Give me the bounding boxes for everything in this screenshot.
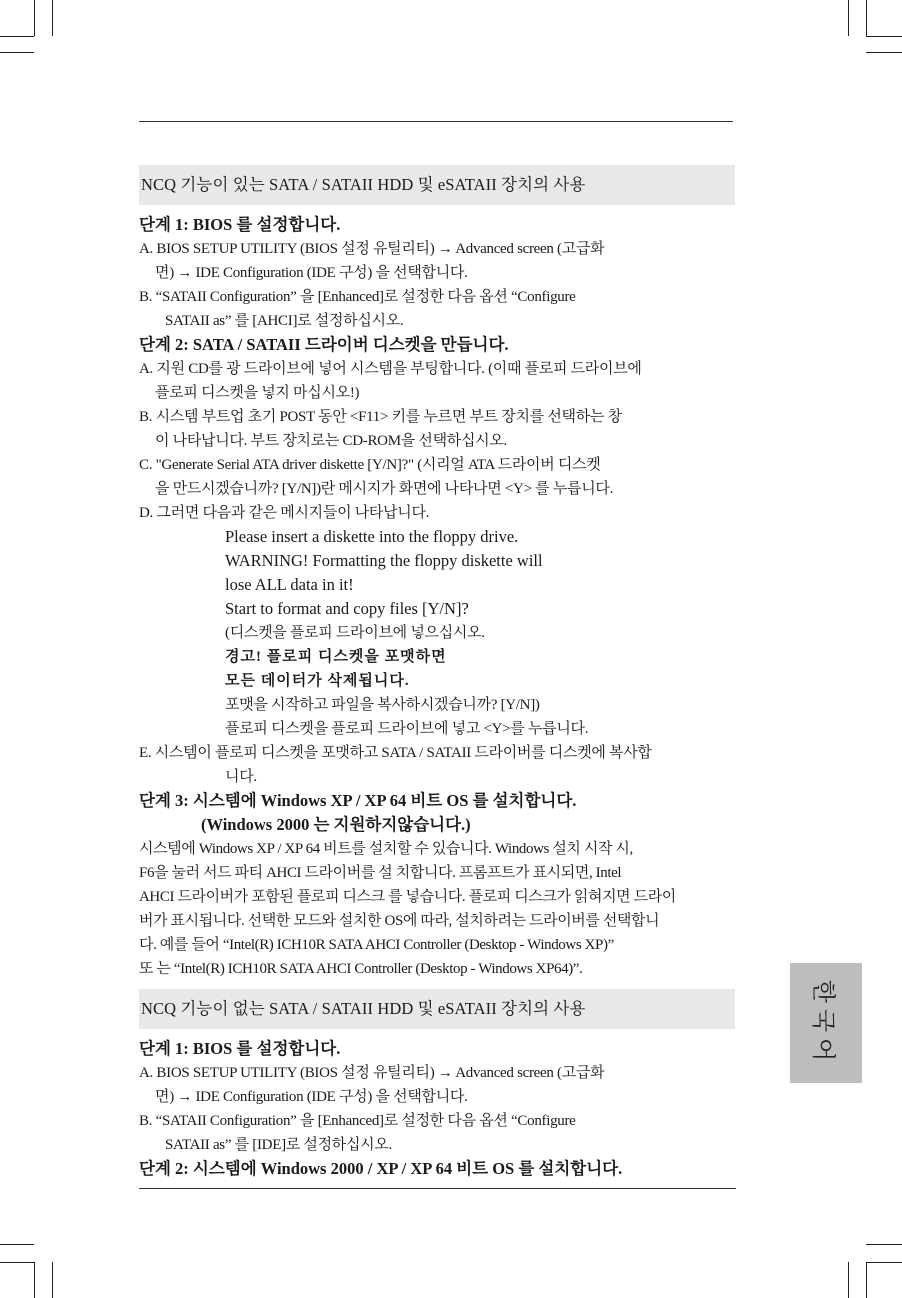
message-line: 플로피 디스켓을 플로피 드라이브에 넣고 <Y>를 누릅니다. [225,721,589,737]
text-line: 또 는 “Intel(R) ICH10R SATA AHCI Controller (Desktop - Windows XP64)”. [139,961,583,977]
step-heading: 단계 1: BIOS 를 설정합니다. [139,215,341,234]
text-line: A. 지원 CD를 광 드라이브에 넣어 시스템을 부팅합니다. (이때 플로피 드라이브에 [139,361,642,377]
crop-mark [0,52,34,53]
language-tab-label: 한국어 [809,979,838,1067]
crop-mark [866,1244,902,1245]
message-line: 경고! 플로피 디스켓을 포맷하면 [225,649,447,665]
crop-mark [0,1244,34,1245]
text-line: A. BIOS SETUP UTILITY (BIOS 설정 유틸리티) → Advanced screen (고급화 [139,241,605,257]
step-heading: 단계 3: 시스템에 Windows XP / XP 64 비트 OS 를 설치합니다. [139,791,577,810]
message-line: lose ALL data in it! [225,575,354,594]
crop-mark [52,1262,53,1298]
text-line: F6을 눌러 서드 파티 AHCI 드라이버를 설 치합니다. 프롬프트가 표시되면, Intel [139,865,622,881]
language-side-tab [790,963,862,1083]
text-line: C. "Generate Serial ATA driver diskette [Y/N]?" (시리얼 ATA 드라이버 디스켓 [139,457,601,473]
message-line: Start to format and copy files [Y/N]? [225,599,469,618]
crop-mark [866,1262,867,1298]
text-line: 다. 예를 들어 “Intel(R) ICH10R SATA AHCI Controller (Desktop - Windows XP)” [139,937,614,953]
crop-mark [34,0,35,36]
crop-mark [866,0,867,36]
crop-mark [848,1262,849,1298]
crop-mark [52,0,53,36]
crop-mark [0,36,34,37]
crop-mark [866,1262,902,1263]
text-line: SATAII as” 를 [AHCI]로 설정하십시오. [165,313,404,329]
text-line: 면) → IDE Configuration (IDE 구성) 을 선택합니다. [155,265,468,281]
text-line: 이 나타납니다. 부트 장치로는 CD-ROM을 선택하십시오. [155,433,507,449]
message-line: 니다. [225,769,257,785]
text-line: B. “SATAII Configuration” 을 [Enhanced]로 설정한 다음 옵션 “Configure [139,289,576,305]
text-line: 플로피 디스켓을 넣지 마십시오!) [155,385,360,401]
section-body [139,1037,735,1181]
crop-mark [848,0,849,36]
section-heading: NCQ 기능이 없는 SATA / SATAII HDD 및 eSATAII 장치의 사용 [139,989,735,1029]
message-line: WARNING! Formatting the floppy diskette will [225,551,543,570]
text-line: B. “SATAII Configuration” 을 [Enhanced]로 설정한 다음 옵션 “Configure [139,1113,576,1129]
text-line: 을 만드시겠습니까? [Y/N])란 메시지가 화면에 나타나면 <Y> 를 누릅니다. [155,481,614,497]
message-line: (디스켓을 플로피 드라이브에 넣으십시오. [225,625,485,641]
text-line: 면) → IDE Configuration (IDE 구성) 을 선택합니다. [155,1089,468,1105]
section-body [139,213,735,981]
step-heading: 단계 2: 시스템에 Windows 2000 / XP / XP 64 비트 OS 를 설치합니다. [139,1159,623,1178]
crop-mark [0,1262,34,1263]
text-line: 시스템에 Windows XP / XP 64 비트를 설치할 수 있습니다. Windows 설치 시작 시, [139,841,633,857]
message-line: Please insert a diskette into the floppy drive. [225,527,519,546]
step-heading: 단계 1: BIOS 를 설정합니다. [139,1039,341,1058]
text-line: 버가 표시됩니다. 선택한 모드와 설치한 OS에 따라, 설치하려는 드라이버를 선택합니 [139,913,660,929]
footer-rule [139,1188,736,1189]
page-content [139,165,735,1181]
text-line: D. 그러면 다음과 같은 메시지들이 나타납니다. [139,505,430,521]
section-heading: NCQ 기능이 있는 SATA / SATAII HDD 및 eSATAII 장치의 사용 [139,165,735,205]
text-line: AHCI 드라이버가 포함된 플로피 디스크 를 넣습니다. 플로피 디스크가 읽혀지면 드라이 [139,889,676,905]
text-line: A. BIOS SETUP UTILITY (BIOS 설정 유틸리티) → Advanced screen (고급화 [139,1065,605,1081]
message-line: 모든 데이터가 삭제됩니다. [225,673,410,689]
text-line: B. 시스템 부트업 초기 POST 동안 <F11> 키를 누르면 부트 장치를 선택하는 창 [139,409,622,425]
crop-mark [866,36,902,37]
text-line: SATAII as” 를 [IDE]로 설정하십시오. [165,1137,393,1153]
text-line: E. 시스템이 플로피 디스켓을 포맷하고 SATA / SATAII 드라이버를 디스켓에 복사합 [139,745,652,761]
step-heading: (Windows 2000 는 지원하지않습니다.) [201,815,471,834]
step-heading: 단계 2: SATA / SATAII 드라이버 디스켓을 만듭니다. [139,335,509,354]
crop-mark [866,52,902,53]
message-line: 포맷을 시작하고 파일을 복사하시겠습니까? [Y/N]) [225,697,540,713]
crop-mark [34,1262,35,1298]
header-rule [139,121,733,122]
